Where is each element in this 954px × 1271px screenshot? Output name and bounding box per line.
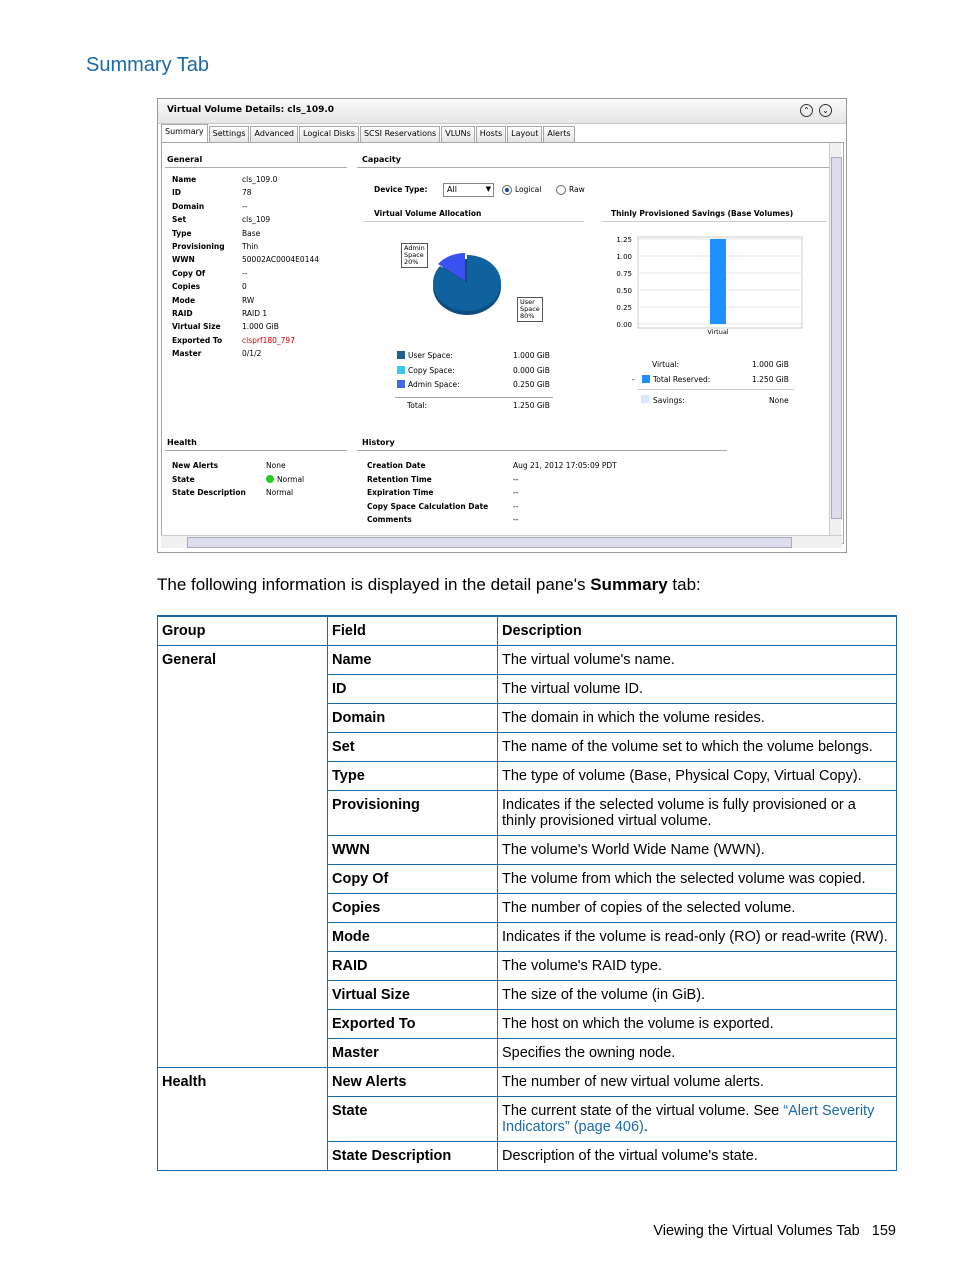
field-cell: Copy Of	[328, 865, 498, 894]
section-title: Summary Tab	[86, 54, 210, 76]
expand-icon[interactable]: ⌄	[819, 104, 832, 117]
field-cell: Master	[328, 1039, 498, 1068]
legend-swatch	[397, 351, 405, 359]
description-cell: The type of volume (Base, Physical Copy, Virtual Copy).	[498, 762, 897, 791]
legend-swatch	[397, 380, 405, 388]
total-value: 1.250 GiB	[513, 401, 550, 410]
history-label: Copy Space Calculation Date	[367, 501, 489, 511]
screenshot-titlebar	[158, 99, 846, 124]
status-normal-icon	[266, 475, 274, 483]
tab-settings[interactable]: Settings	[209, 126, 250, 142]
column-header: Group	[158, 616, 328, 646]
history-value: --	[513, 488, 519, 497]
horizontal-scrollbar[interactable]	[161, 535, 842, 548]
general-value: 78	[242, 188, 252, 198]
legend-swatch	[397, 366, 405, 374]
collapse-icon[interactable]: ⌃	[800, 104, 813, 117]
field-cell: Exported To	[328, 1010, 498, 1039]
history-heading: History	[362, 438, 395, 447]
device-type-select[interactable]: All ▼	[443, 183, 494, 197]
general-label: Exported To	[172, 335, 223, 345]
column-header: Field	[328, 616, 498, 646]
health-heading: Health	[167, 438, 197, 447]
device-type-label: Device Type:	[374, 185, 428, 194]
tab-layout[interactable]: Layout	[507, 126, 542, 142]
history-value: --	[513, 501, 519, 511]
y-tick-label: 1.00	[616, 253, 632, 261]
virtual-label: Virtual:	[652, 360, 680, 369]
history-label: Retention Time	[367, 474, 432, 484]
total-reserved-swatch	[642, 375, 650, 383]
field-cell: State	[328, 1097, 498, 1142]
health-value: Normal	[266, 488, 294, 497]
description-cell: The virtual volume's name.	[498, 646, 897, 675]
general-value: cls_109.0	[242, 175, 278, 184]
field-cell: ID	[328, 675, 498, 704]
description-cell: Indicates if the volume is read-only (RO) or read-write (RW).	[498, 923, 897, 952]
tab-summary[interactable]: Summary	[161, 124, 208, 142]
general-label: Mode	[172, 295, 196, 305]
health-label: State	[172, 474, 195, 484]
savings-label: Savings:	[653, 396, 685, 405]
minus-icon[interactable]: -	[632, 375, 635, 384]
y-tick-label: 0.25	[616, 304, 632, 312]
general-value: --	[242, 201, 248, 211]
field-cell: New Alerts	[328, 1068, 498, 1097]
summary-pane	[161, 142, 844, 544]
x-tick-label: Virtual	[707, 328, 729, 336]
description-cell: The virtual volume ID.	[498, 675, 897, 704]
allocation-title: Virtual Volume Allocation	[374, 209, 482, 218]
general-label: Set	[172, 215, 187, 225]
description-cell: The volume from which the selected volume was copied.	[498, 865, 897, 894]
table-row	[158, 646, 897, 675]
health-value: None	[266, 461, 286, 470]
general-label: Type	[172, 228, 192, 238]
general-value: cls_109	[242, 215, 271, 225]
field-cell: Name	[328, 646, 498, 675]
general-value: Thin	[242, 242, 259, 251]
savings-bar-chart	[602, 233, 812, 343]
radio-logical-label: Logical	[515, 185, 542, 194]
legend-label: Copy Space:	[408, 365, 455, 375]
cross-reference-link[interactable]: “Alert Severity Indicators” (page 406)	[502, 1103, 875, 1135]
intro-paragraph: The following information is displayed in the detail pane's Summary tab:	[157, 575, 701, 594]
page-footer: Viewing the Virtual Volumes Tab 159	[653, 1223, 896, 1239]
admin-space-callout: Admin Space 20%	[401, 243, 428, 268]
description-cell: Indicates if the selected volume is fully provisioned or a thinly provisioned virtual volume.	[498, 791, 897, 836]
description-cell: The current state of the virtual volume. See “Alert Severity Indicators” (page 406).	[498, 1097, 897, 1142]
y-tick-label: 1.25	[616, 236, 632, 244]
reserved-value: 1.250 GiB	[752, 375, 789, 384]
general-value: clsprf180_797	[242, 335, 295, 345]
field-cell: WWN	[328, 836, 498, 865]
general-value: 50002AC0004E0144	[242, 255, 320, 265]
history-value: --	[513, 515, 519, 524]
health-value: Normal	[277, 474, 305, 484]
savings-value: None	[769, 396, 789, 405]
general-label: ID	[172, 188, 182, 198]
bar-total-reserved	[710, 239, 726, 324]
general-label: WWN	[172, 255, 195, 265]
summary-fields-table	[157, 615, 897, 1171]
legend-label: Admin Space:	[408, 380, 460, 389]
table-row	[158, 1068, 897, 1097]
description-cell: Description of the virtual volume's state.	[498, 1142, 897, 1171]
history-label: Comments	[367, 515, 412, 524]
group-cell: General	[158, 646, 328, 1068]
tab-vluns[interactable]: VLUNs	[441, 126, 475, 142]
general-value: 0	[242, 282, 247, 292]
general-value: --	[242, 268, 248, 278]
general-label: Copy Of	[172, 268, 206, 278]
y-tick-label: 0.50	[616, 287, 632, 295]
history-label: Creation Date	[367, 461, 426, 470]
column-header: Description	[498, 616, 897, 646]
field-cell: Type	[328, 762, 498, 791]
description-cell: The name of the volume set to which the volume belongs.	[498, 733, 897, 762]
description-cell: The size of the volume (in GiB).	[498, 981, 897, 1010]
radio-logical[interactable]	[502, 185, 512, 195]
general-value: Base	[242, 228, 261, 238]
tab-hosts[interactable]: Hosts	[476, 126, 506, 142]
legend-value: 0.250 GiB	[513, 380, 550, 389]
description-cell: The number of new virtual volume alerts.	[498, 1068, 897, 1097]
history-value: --	[513, 474, 519, 484]
savings-swatch	[641, 395, 649, 403]
description-cell: The volume's World Wide Name (WWN).	[498, 836, 897, 865]
screenshot-title: Virtual Volume Details: cls_109.0	[167, 105, 335, 115]
field-cell: Copies	[328, 894, 498, 923]
tab-alerts[interactable]: Alerts	[543, 126, 574, 142]
general-value: RAID 1	[242, 309, 268, 318]
general-label: Domain	[172, 201, 205, 211]
vertical-scrollbar[interactable]	[829, 143, 841, 543]
history-value: Aug 21, 2012 17:05:09 PDT	[513, 461, 617, 470]
description-cell: The host on which the volume is exported.	[498, 1010, 897, 1039]
health-label: State Description	[172, 488, 246, 497]
description-cell: The volume's RAID type.	[498, 952, 897, 981]
general-label: Provisioning	[172, 242, 225, 251]
radio-raw[interactable]	[556, 185, 566, 195]
tab-logical-disks[interactable]: Logical Disks	[299, 126, 359, 142]
general-label: Master	[172, 349, 202, 359]
field-cell: Domain	[328, 704, 498, 733]
general-label: Virtual Size	[172, 322, 221, 332]
general-label: RAID	[172, 309, 193, 318]
description-cell: The number of copies of the selected volume.	[498, 894, 897, 923]
legend-value: 1.000 GiB	[513, 351, 550, 360]
field-cell: State Description	[328, 1142, 498, 1171]
general-value: 0/1/2	[242, 349, 262, 359]
ui-screenshot	[157, 98, 847, 553]
health-label: New Alerts	[172, 461, 219, 470]
legend-value: 0.000 GiB	[513, 365, 550, 375]
general-heading: General	[167, 155, 203, 164]
reserved-label: Total Reserved:	[653, 375, 711, 384]
user-space-callout: User Space 80%	[517, 297, 543, 322]
capacity-heading: Capacity	[362, 155, 401, 164]
history-label: Expiration Time	[367, 488, 434, 497]
field-cell: Virtual Size	[328, 981, 498, 1010]
tab-advanced[interactable]: Advanced	[250, 126, 298, 142]
field-cell: Mode	[328, 923, 498, 952]
allocation-pie-chart	[432, 243, 512, 323]
general-value: 1.000 GiB	[242, 322, 279, 332]
total-label: Total:	[407, 401, 428, 410]
legend-label: User Space:	[408, 351, 453, 360]
tab-scsi-reservations[interactable]: SCSI Reservations	[360, 126, 440, 142]
description-cell: The domain in which the volume resides.	[498, 704, 897, 733]
virtual-value: 1.000 GiB	[752, 360, 789, 369]
field-cell: Provisioning	[328, 791, 498, 836]
field-cell: Set	[328, 733, 498, 762]
tab-bar	[161, 126, 576, 142]
dropdown-arrow-icon: ▼	[485, 185, 491, 193]
field-cell: RAID	[328, 952, 498, 981]
general-label: Name	[172, 175, 197, 184]
description-cell: Specifies the owning node.	[498, 1039, 897, 1068]
savings-title: Thinly Provisioned Savings (Base Volumes)	[611, 209, 794, 218]
general-value: RW	[242, 295, 255, 305]
y-tick-label: 0.75	[616, 270, 632, 278]
general-label: Copies	[172, 282, 201, 292]
radio-raw-label: Raw	[569, 185, 585, 194]
group-cell: Health	[158, 1068, 328, 1171]
y-tick-label: 0.00	[616, 321, 632, 329]
